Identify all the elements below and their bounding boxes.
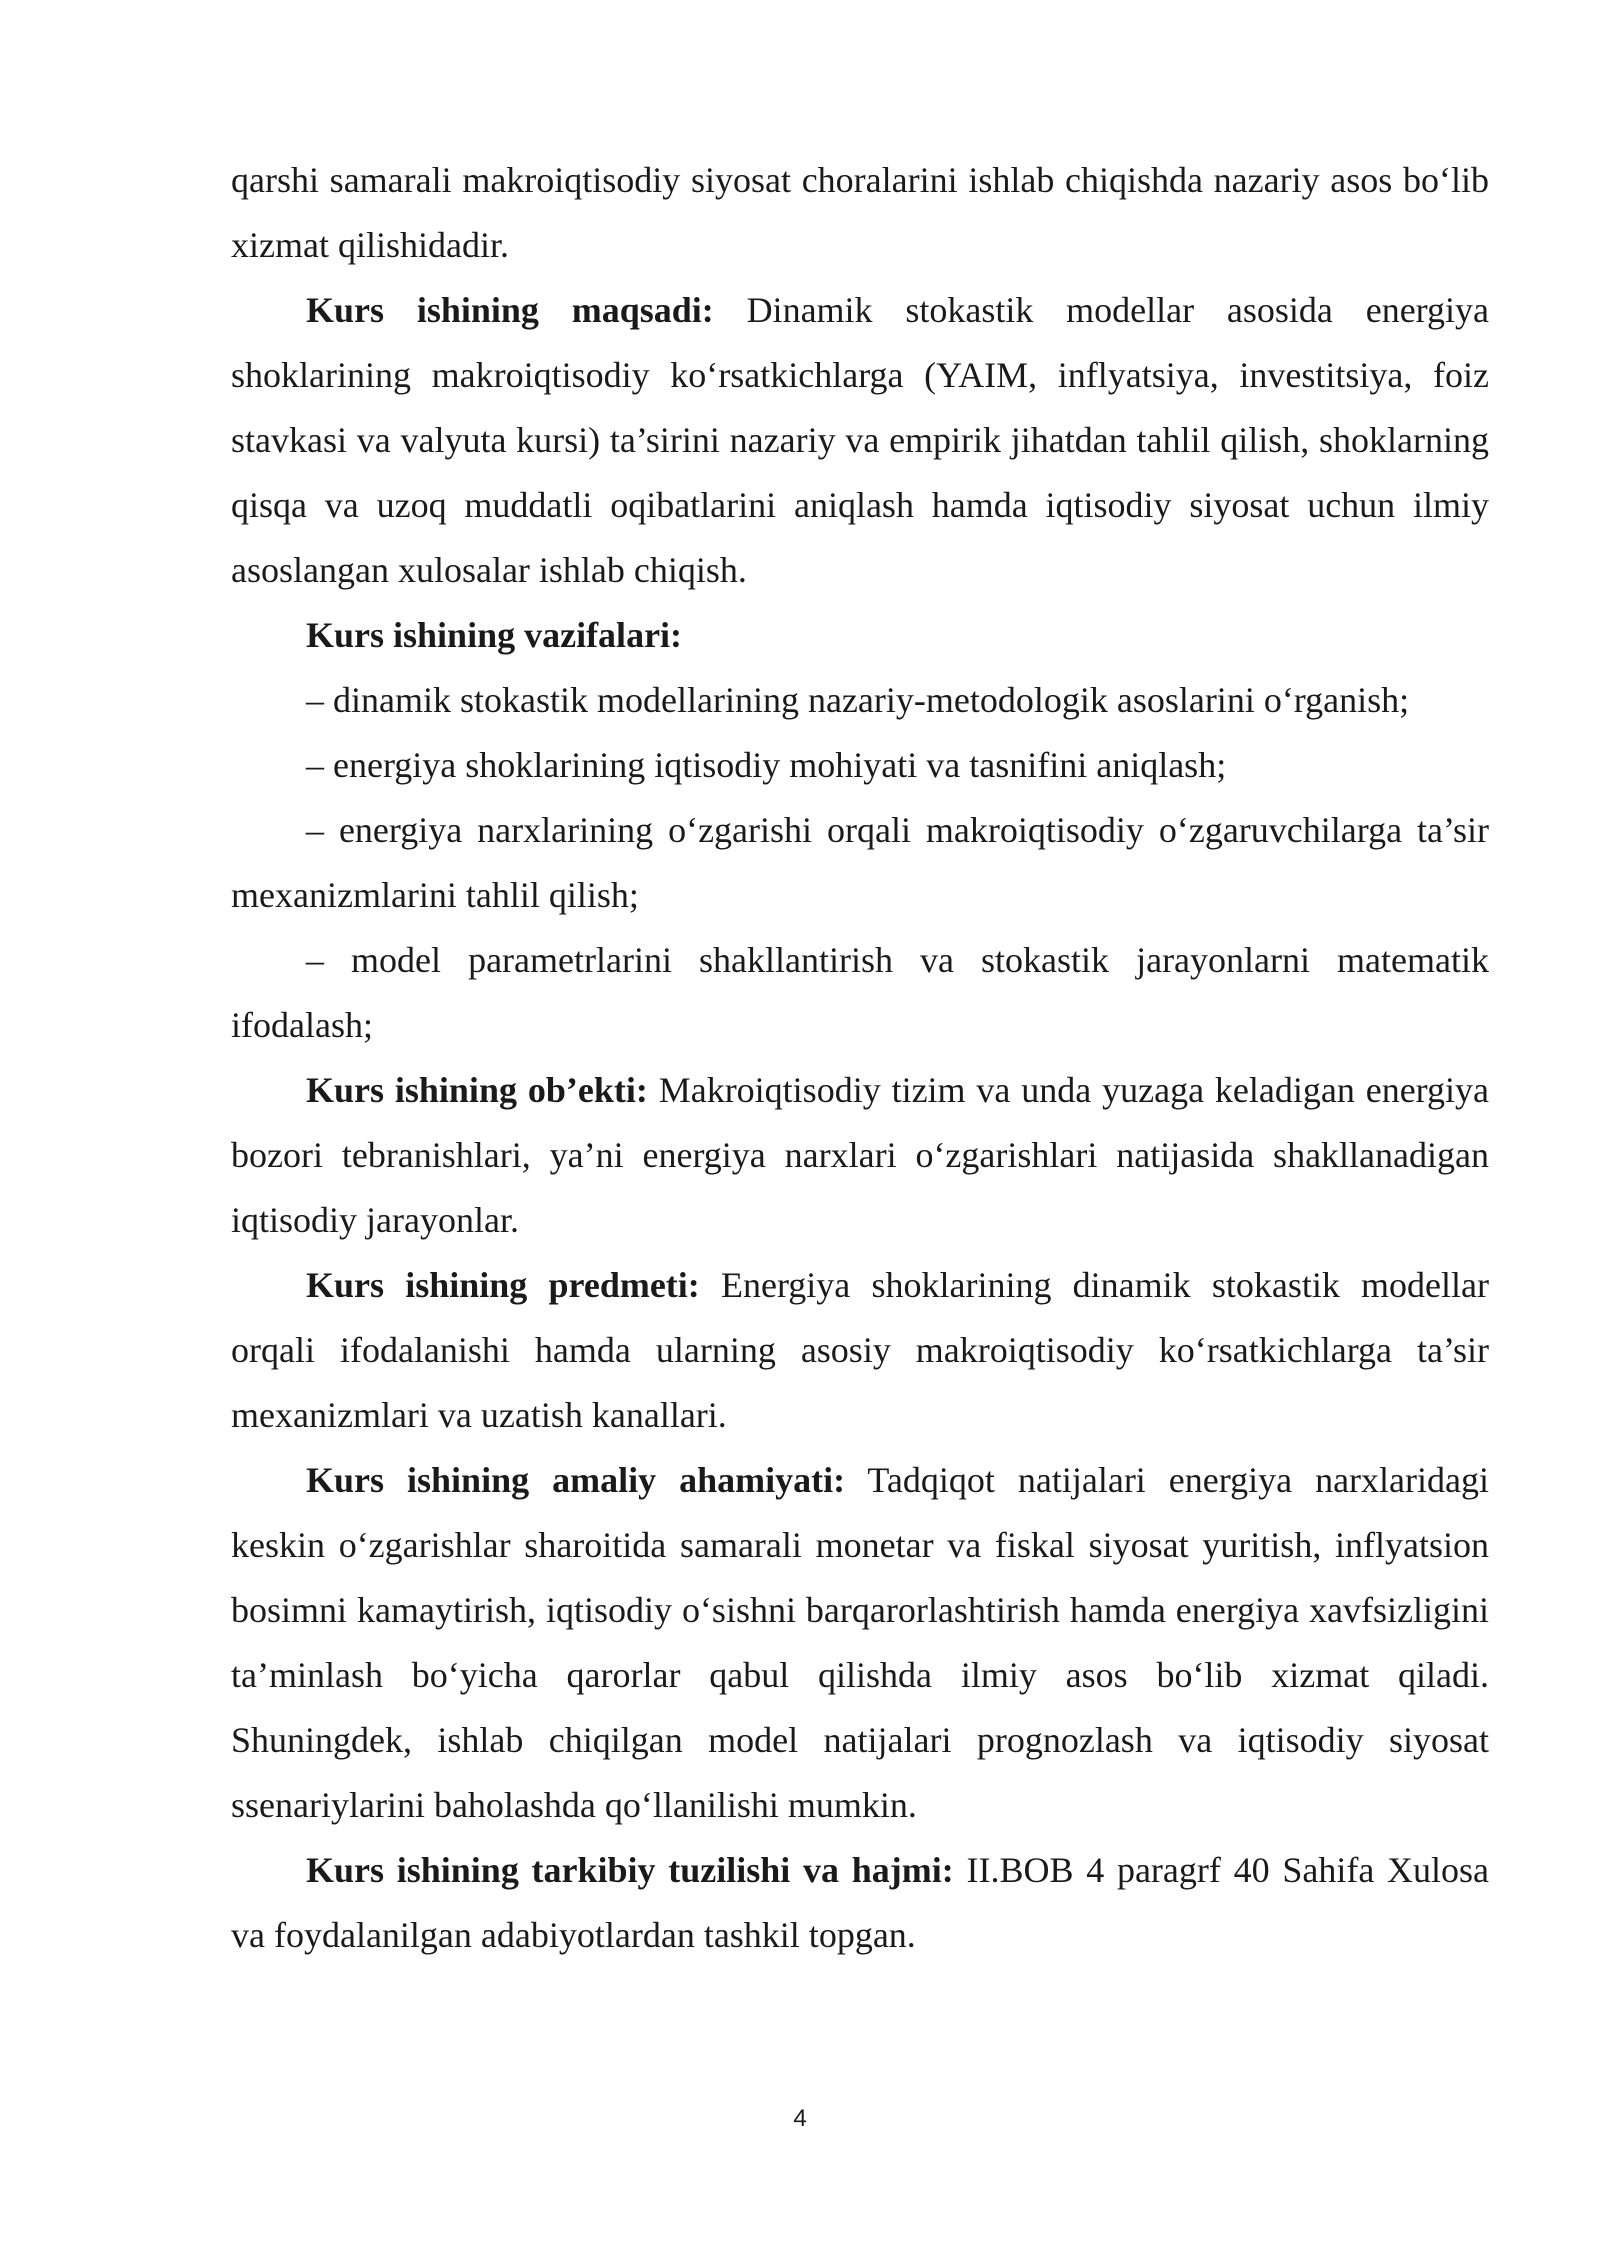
task-text: – dinamik stokastik modellarining nazariy-metodologik asoslarini o‘rganish; xyxy=(306,680,1410,720)
paragraph-heading: Kurs ishining tarkibiy tuzilishi va hajmi: xyxy=(306,1850,954,1890)
paragraph-goal xyxy=(231,278,1489,603)
paragraph-heading: Kurs ishining amaliy ahamiyati: xyxy=(306,1460,846,1500)
task-list-item xyxy=(231,798,1489,928)
paragraph-text: II.BOB 4 paragrf 40 Sahifa Xulosa va foydalanilgan adabiyotlardan tashkil topgan. xyxy=(231,1850,1490,1955)
task-list-item xyxy=(231,668,1489,733)
paragraph-structure xyxy=(231,1838,1489,1968)
task-list-item xyxy=(231,928,1489,1058)
paragraph-practical-significance xyxy=(231,1448,1489,1838)
paragraph-heading: Kurs ishining predmeti: xyxy=(306,1265,700,1305)
paragraph-text: Makroiqtisodiy tizim va unda yuzaga keladigan energiya bozori tebranishlari, ya’ni energiya narxlari o‘zgarishlari natijasida shakllanadigan iqtisodiy jarayonlar. xyxy=(231,1070,1489,1240)
task-text: – energiya shoklarining iqtisodiy mohiyati va tasnifini aniqlash; xyxy=(306,745,1227,785)
task-text: – energiya narxlarining o‘zgarishi orqali makroiqtisodiy o‘zgaruvchilarga ta’sir mexanizmlarini tahlil qilish; xyxy=(231,810,1489,915)
paragraph-heading: Kurs ishining maqsadi: xyxy=(306,290,714,330)
paragraph-text: Energiya shoklarining dinamik stokastik modellar orqali ifodalanishi hamda ularning asosiy makroiqtisodiy ko‘rsatkichlarga ta’sir mexanizmlari va uzatish kanallari. xyxy=(231,1265,1490,1435)
paragraph-text: Tadqiqot natijalari energiya narxlaridagi keskin o‘zgarishlar sharoitida samarali monetar va fiskal siyosat yuritish, inflyatsion bosimni kamaytirish, iqtisodiy o‘sishni barqarorlashtirish hamda energiya xavfsizligini ta’minlash bo‘yicha qarorlar qabul qilishda ilmiy asos bo‘lib xizmat qiladi. Shuningdek, ishlab chiqilgan model natijalari prognozlash va iqtisodiy siyosat ssenariylarini baholashda qo‘llanilishi mumkin. xyxy=(231,1460,1489,1825)
task-list-item xyxy=(231,733,1489,798)
paragraph-text: qarshi samarali makroiqtisodiy siyosat choralarini ishlab chiqishda nazariy asos bo‘lib xizmat qilishidadir. xyxy=(231,160,1489,265)
paragraph-tasks-heading xyxy=(231,603,1489,668)
paragraph-object xyxy=(231,1058,1489,1253)
task-text: – model parametrlarini shakllantirish va stokastik jarayonlarni matematik ifodalash; xyxy=(231,940,1489,1045)
paragraph-heading: Kurs ishining ob’ekti: xyxy=(306,1070,648,1110)
page-number: 4 xyxy=(793,2105,807,2132)
paragraph-intro-continuation xyxy=(231,148,1489,278)
document-body xyxy=(231,148,1489,1968)
paragraph-subject xyxy=(231,1253,1489,1448)
paragraph-heading: Kurs ishining vazifalari: xyxy=(306,615,683,655)
paragraph-text: Dinamik stokastik modellar asosida energiya shoklarining makroiqtisodiy ko‘rsatkichlarga (YAIM, inflyatsiya, investitsiya, foiz stavkasi va valyuta kursi) ta’sirini nazariy va empirik jihatdan tahlil qilish, shoklarning qisqa va uzoq muddatli oqibatlarini aniqlash hamda iqtisodiy siyosat uchun ilmiy asoslangan xulosalar ishlab chiqish. xyxy=(231,290,1489,590)
